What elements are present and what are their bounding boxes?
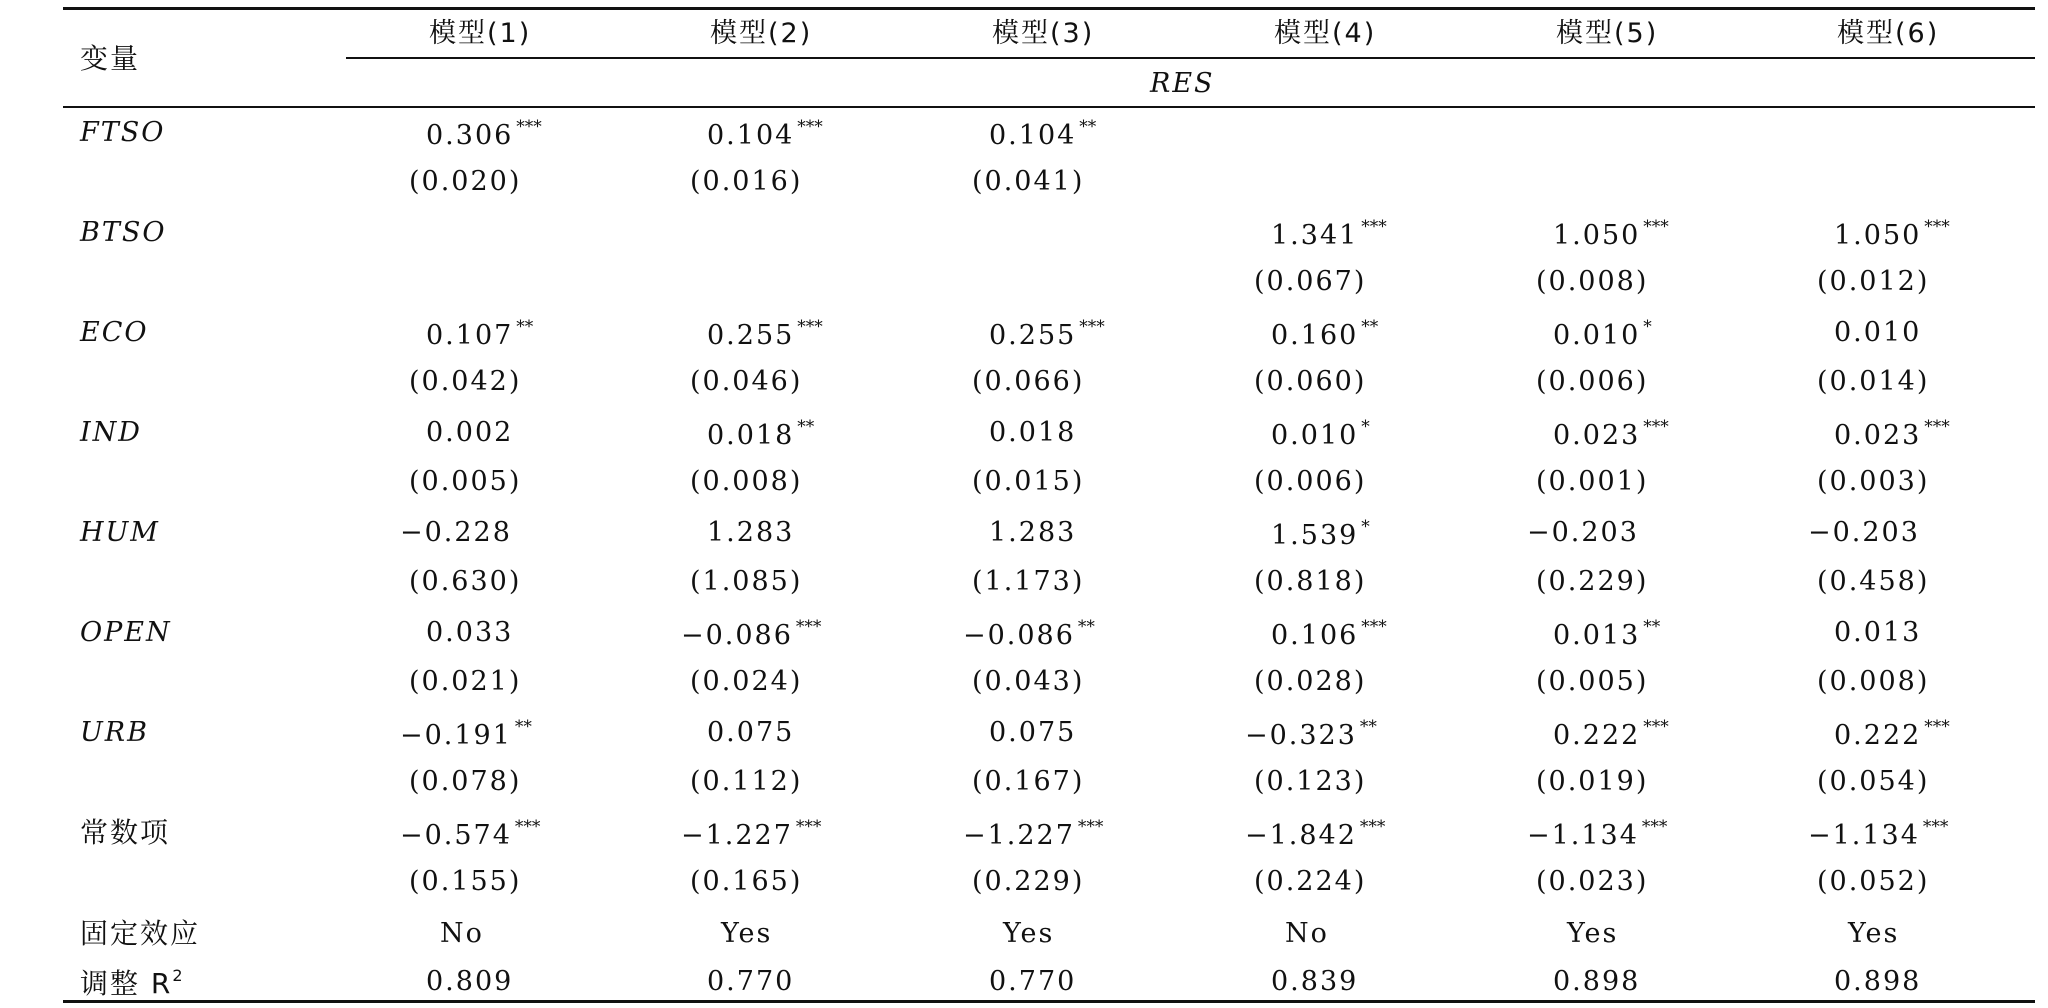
coefficient-value: 0.033	[426, 617, 514, 648]
top-rule	[63, 7, 2035, 10]
significance-stars: ***	[516, 117, 542, 137]
coefficient-value: 0.023	[1553, 420, 1641, 451]
coefficient-value: 0.010	[1271, 420, 1359, 451]
significance-stars: ***	[795, 617, 822, 637]
coefficient-value: −1.227	[963, 820, 1075, 851]
coefficient-value: 0.306	[426, 120, 514, 151]
coefficient-value: 1.050	[1553, 220, 1641, 251]
coefficient-value: 0.013	[1834, 617, 1922, 648]
standard-error-cell: (0.016)	[690, 166, 803, 197]
standard-error-cell: (0.067)	[1254, 266, 1367, 297]
coefficient-value: 0.013	[1553, 620, 1641, 651]
row-label: HUM	[80, 517, 160, 548]
coefficient-cell	[1553, 219, 1669, 249]
coefficient-value: −0.323	[1245, 720, 1357, 751]
standard-error-cell: (0.052)	[1817, 866, 1930, 897]
significance-stars: ***	[795, 817, 822, 837]
standard-error-cell: (0.008)	[1536, 266, 1649, 297]
coefficient-cell	[989, 419, 1076, 446]
coefficient-cell	[681, 819, 821, 849]
coefficient-cell	[1271, 219, 1387, 249]
standard-error-cell: (0.015)	[972, 466, 1085, 497]
column-header-2: 模型(2)	[710, 18, 813, 49]
coefficient-value: −1.842	[1245, 820, 1357, 851]
coefficient-cell	[989, 719, 1076, 746]
coefficient-value: 1.283	[707, 517, 795, 548]
coefficient-cell	[1834, 719, 1950, 749]
coefficient-cell	[1553, 619, 1660, 649]
standard-error-cell: (0.041)	[972, 166, 1085, 197]
standard-error-cell: (0.008)	[1817, 666, 1930, 697]
standard-error-cell: (0.014)	[1817, 366, 1930, 397]
coefficient-value: −0.228	[400, 517, 512, 548]
significance-stars: **	[1079, 117, 1097, 137]
coefficient-value: 1.341	[1271, 220, 1359, 251]
significance-stars: ***	[514, 817, 541, 837]
coefficient-value: 0.010	[1553, 320, 1641, 351]
fixed-effect-value: No	[440, 918, 484, 949]
standard-error-cell: (0.023)	[1536, 866, 1649, 897]
coefficient-cell	[1527, 519, 1639, 546]
row-label: ECO	[80, 317, 149, 348]
coefficient-cell	[707, 519, 794, 546]
coefficient-cell	[963, 619, 1095, 649]
adjusted-r2-text: 调整 R	[80, 967, 173, 1000]
standard-error-cell: (0.229)	[972, 866, 1085, 897]
coefficient-value: −0.086	[963, 620, 1075, 651]
significance-stars: ***	[1077, 817, 1104, 837]
fixed-effect-value: Yes	[1848, 918, 1900, 949]
coefficient-cell	[1834, 219, 1950, 249]
column-header-3: 模型(3)	[992, 18, 1095, 49]
coefficient-value: 0.255	[989, 320, 1077, 351]
coefficient-value: −0.574	[400, 820, 512, 851]
standard-error-cell: (0.020)	[409, 166, 522, 197]
coefficient-value: −0.191	[400, 720, 512, 751]
coefficient-cell	[1271, 619, 1387, 649]
significance-stars: **	[514, 717, 532, 737]
significance-stars: **	[1077, 617, 1095, 637]
coefficient-cell	[1834, 319, 1921, 346]
adjusted-r2-value: 0.770	[989, 966, 1077, 997]
coefficient-cell	[707, 319, 823, 349]
significance-stars: ***	[1361, 617, 1387, 637]
standard-error-cell: (0.630)	[409, 566, 522, 597]
coefficient-cell	[989, 319, 1105, 349]
standard-error-cell: (0.060)	[1254, 366, 1367, 397]
standard-error-cell: (0.229)	[1536, 566, 1649, 597]
header-rule	[63, 106, 2035, 108]
standard-error-cell: (0.028)	[1254, 666, 1367, 697]
significance-stars: **	[1359, 717, 1377, 737]
significance-stars: **	[516, 317, 534, 337]
adjusted-r2-value: 0.898	[1834, 966, 1922, 997]
standard-error-cell: (0.066)	[972, 366, 1085, 397]
adjusted-r2-superscript: 2	[172, 966, 183, 985]
standard-error-cell: (0.123)	[1254, 766, 1367, 797]
row-label: URB	[80, 717, 149, 748]
significance-stars: *	[1361, 417, 1370, 437]
adjusted-r2-value: 0.770	[707, 966, 795, 997]
header-variable: 变量	[80, 42, 141, 75]
significance-stars: ***	[1361, 217, 1387, 237]
coefficient-cell	[1245, 819, 1385, 849]
standard-error-cell: (0.167)	[972, 766, 1085, 797]
coefficient-value: 1.283	[989, 517, 1077, 548]
coefficient-value: 1.050	[1834, 220, 1922, 251]
coefficient-cell	[1553, 419, 1669, 449]
coefficient-value: 0.023	[1834, 420, 1922, 451]
significance-stars: ***	[1641, 817, 1668, 837]
coefficient-cell	[989, 519, 1076, 546]
fixed-effect-value: Yes	[721, 918, 773, 949]
standard-error-cell: (0.001)	[1536, 466, 1649, 497]
coefficient-cell	[1245, 719, 1377, 749]
coefficient-value: 0.255	[707, 320, 795, 351]
column-header-5: 模型(5)	[1556, 18, 1659, 49]
coefficient-cell	[707, 719, 794, 746]
subheader-rule	[346, 57, 2035, 59]
standard-error-cell: (1.173)	[972, 566, 1085, 597]
coefficient-cell	[400, 719, 532, 749]
significance-stars: ***	[797, 117, 823, 137]
fixed-effect-value: Yes	[1003, 918, 1055, 949]
standard-error-cell: (0.155)	[409, 866, 522, 897]
row-label: OPEN	[80, 617, 172, 648]
standard-error-cell: (0.042)	[409, 366, 522, 397]
significance-stars: ***	[1924, 717, 1950, 737]
standard-error-cell: (0.043)	[972, 666, 1085, 697]
coefficient-cell	[1834, 619, 1921, 646]
significance-stars: ***	[1359, 817, 1386, 837]
coefficient-value: 0.075	[989, 717, 1077, 748]
coefficient-cell	[707, 119, 823, 149]
standard-error-cell: (0.008)	[690, 466, 803, 497]
standard-error-cell: (0.078)	[409, 766, 522, 797]
coefficient-cell	[963, 819, 1103, 849]
standard-error-cell: (0.024)	[690, 666, 803, 697]
coefficient-cell	[1271, 519, 1370, 549]
column-header-4: 模型(4)	[1274, 18, 1377, 49]
significance-stars: *	[1643, 317, 1652, 337]
significance-stars: ***	[1643, 217, 1669, 237]
coefficient-cell	[1527, 819, 1667, 849]
coefficient-value: 0.075	[707, 717, 795, 748]
significance-stars: ***	[797, 317, 823, 337]
significance-stars: ***	[1079, 317, 1105, 337]
coefficient-value: 0.107	[426, 320, 514, 351]
significance-stars: ***	[1922, 817, 1949, 837]
dependent-variable: RES	[1150, 68, 1215, 99]
column-header-6: 模型(6)	[1837, 18, 1940, 49]
significance-stars: ***	[1924, 417, 1950, 437]
standard-error-cell: (0.818)	[1254, 566, 1367, 597]
coefficient-cell	[426, 119, 542, 149]
standard-error-cell: (1.085)	[690, 566, 803, 597]
coefficient-cell	[400, 819, 540, 849]
coefficient-value: 0.018	[989, 417, 1077, 448]
row-label: FTSO	[80, 117, 166, 148]
coefficient-value: −1.134	[1808, 820, 1920, 851]
adjusted-r2-label	[80, 968, 183, 998]
coefficient-cell	[426, 319, 533, 349]
coefficient-value: 0.104	[989, 120, 1077, 151]
fixed-effect-label: 固定效应	[80, 917, 201, 950]
standard-error-cell: (0.005)	[409, 466, 522, 497]
bottom-rule	[63, 1000, 2035, 1003]
coefficient-value: −0.203	[1527, 517, 1639, 548]
coefficient-cell	[426, 419, 513, 446]
coefficient-value: −0.086	[681, 620, 793, 651]
coefficient-cell	[1808, 519, 1920, 546]
coefficient-cell	[681, 619, 821, 649]
coefficient-value: 0.002	[426, 417, 514, 448]
standard-error-cell: (0.458)	[1817, 566, 1930, 597]
standard-error-cell: (0.112)	[690, 766, 803, 797]
significance-stars: **	[1361, 317, 1379, 337]
coefficient-value: −1.227	[681, 820, 793, 851]
standard-error-cell: (0.046)	[690, 366, 803, 397]
column-header-1: 模型(1)	[429, 18, 532, 49]
significance-stars: ***	[1643, 417, 1669, 437]
coefficient-value: 1.539	[1271, 520, 1359, 551]
adjusted-r2-value: 0.839	[1271, 966, 1359, 997]
coefficient-cell	[1271, 419, 1370, 449]
coefficient-cell	[989, 119, 1096, 149]
coefficient-cell	[426, 619, 513, 646]
standard-error-cell: (0.005)	[1536, 666, 1649, 697]
significance-stars: ***	[1643, 717, 1669, 737]
coefficient-cell	[1834, 419, 1950, 449]
standard-error-cell: (0.006)	[1536, 366, 1649, 397]
coefficient-value: −1.134	[1527, 820, 1639, 851]
row-label: IND	[80, 417, 142, 448]
standard-error-cell: (0.012)	[1817, 266, 1930, 297]
fixed-effect-value: Yes	[1567, 918, 1619, 949]
significance-stars: ***	[1924, 217, 1950, 237]
significance-stars: *	[1361, 517, 1370, 537]
standard-error-cell: (0.054)	[1817, 766, 1930, 797]
coefficient-cell	[1271, 319, 1378, 349]
adjusted-r2-value: 0.809	[426, 966, 514, 997]
significance-stars: **	[1643, 617, 1661, 637]
fixed-effect-value: No	[1285, 918, 1329, 949]
row-label: BTSO	[80, 217, 167, 248]
adjusted-r2-value: 0.898	[1553, 966, 1641, 997]
standard-error-cell: (0.003)	[1817, 466, 1930, 497]
standard-error-cell: (0.021)	[409, 666, 522, 697]
coefficient-value: 0.018	[707, 420, 795, 451]
coefficient-value: 0.106	[1271, 620, 1359, 651]
row-label: 常数项	[80, 816, 171, 849]
coefficient-cell	[1553, 319, 1652, 349]
coefficient-value: 0.010	[1834, 317, 1922, 348]
coefficient-value: 0.160	[1271, 320, 1359, 351]
standard-error-cell: (0.006)	[1254, 466, 1367, 497]
coefficient-value: 0.104	[707, 120, 795, 151]
coefficient-value: −0.203	[1808, 517, 1920, 548]
standard-error-cell: (0.019)	[1536, 766, 1649, 797]
standard-error-cell: (0.165)	[690, 866, 803, 897]
coefficient-cell	[1808, 819, 1948, 849]
significance-stars: **	[797, 417, 815, 437]
coefficient-cell	[707, 419, 814, 449]
coefficient-cell	[400, 519, 512, 546]
coefficient-value: 0.222	[1834, 720, 1922, 751]
coefficient-cell	[1553, 719, 1669, 749]
coefficient-value: 0.222	[1553, 720, 1641, 751]
standard-error-cell: (0.224)	[1254, 866, 1367, 897]
